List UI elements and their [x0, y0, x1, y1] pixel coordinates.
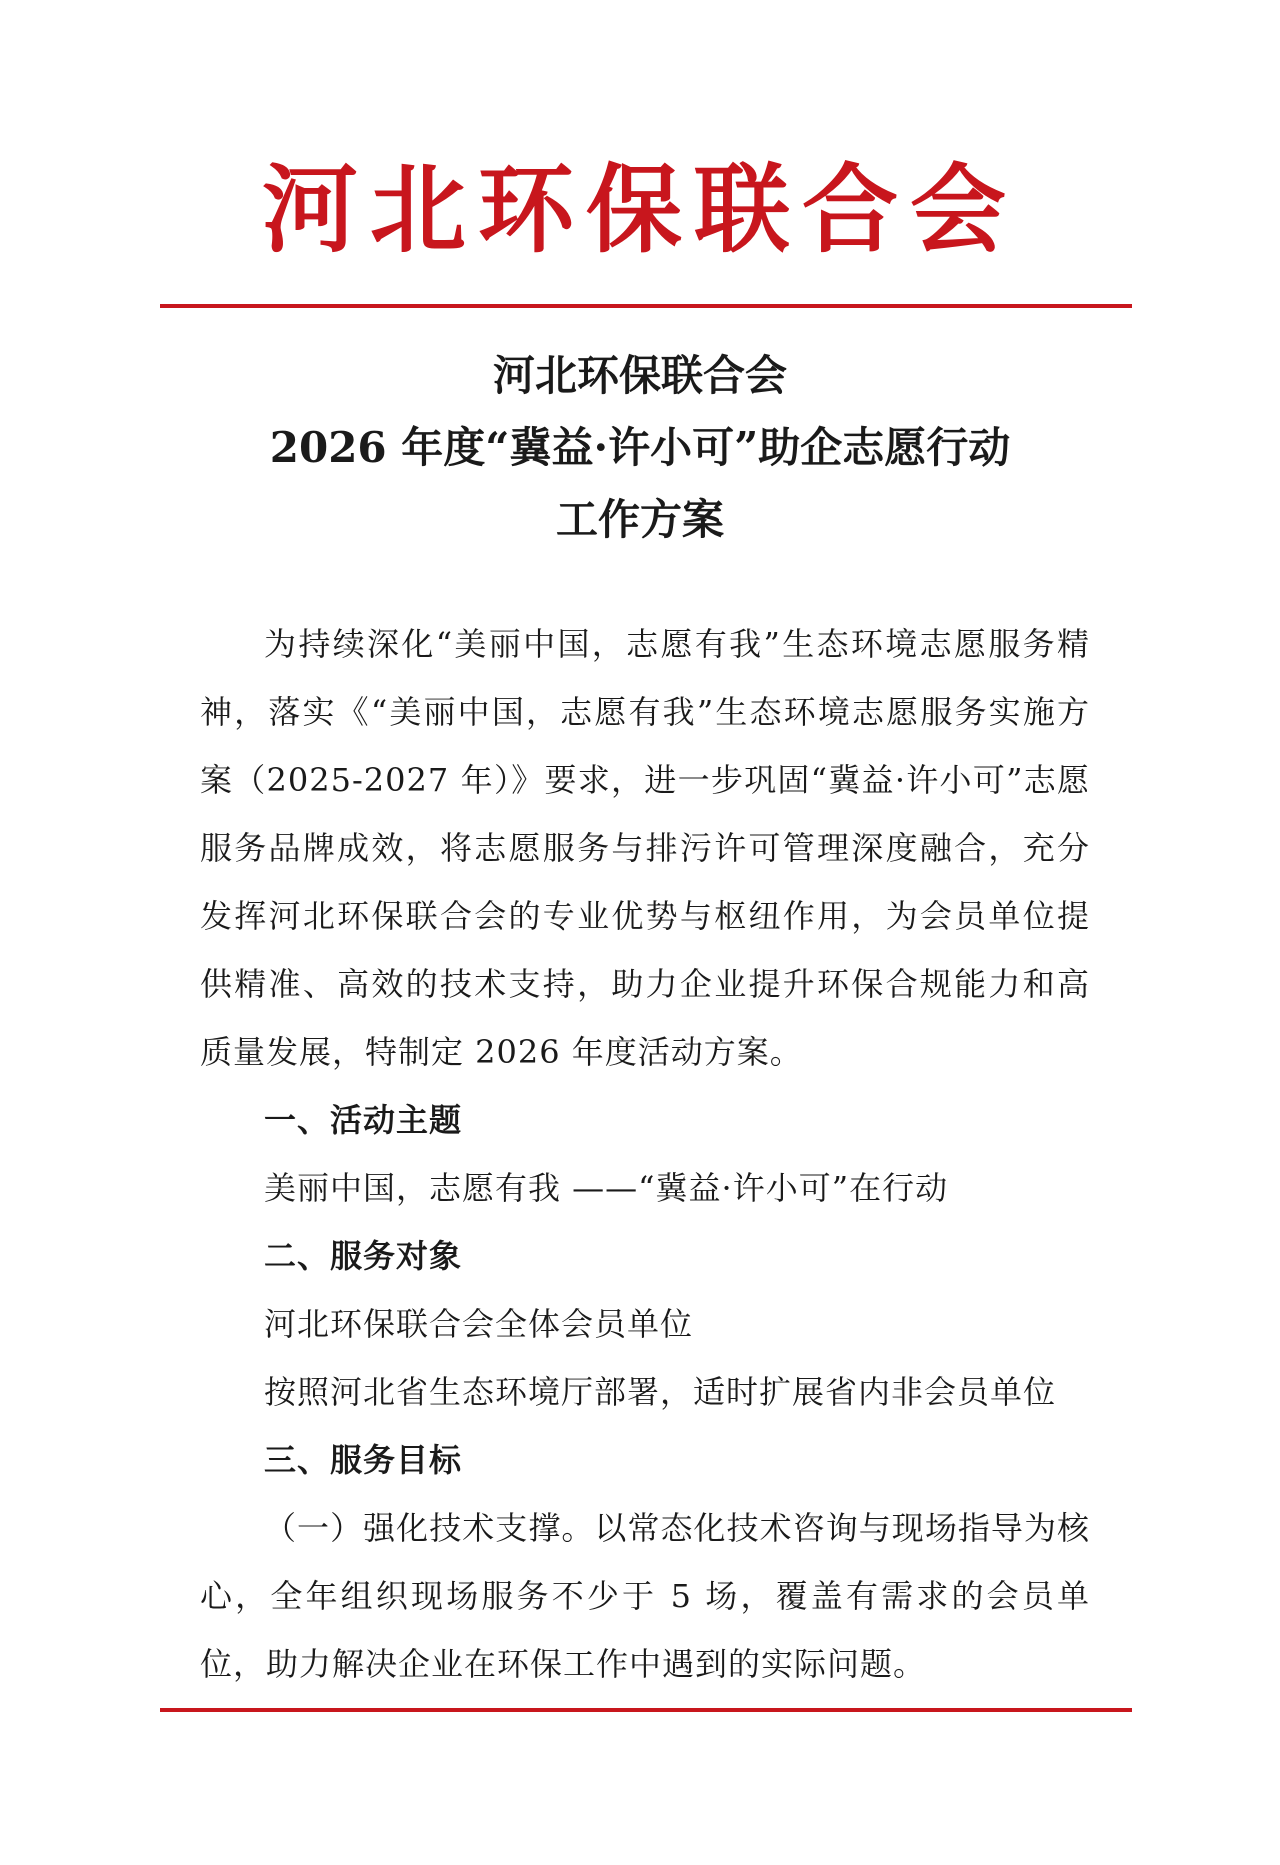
document-title [0, 340, 1280, 556]
target-line-members: 河北环保联合会全体会员单位 [264, 1305, 694, 1343]
document-body [200, 610, 1090, 1698]
masthead-red-rule [160, 304, 1132, 308]
footer-red-rule [160, 1708, 1132, 1712]
section-heading-goals: 三、服务目标 [264, 1441, 463, 1479]
section-heading-targets: 二、服务对象 [264, 1237, 463, 1275]
target-line-nonmembers: 按照河北省生态环境厅部署，适时扩展省内非会员单位 [264, 1373, 1057, 1411]
goal-paragraph-technical-support: （一）强化技术支撑。以常态化技术咨询与现场指导为核心，全年组织现场服务不少于 5 场，覆盖有需求的会员单位，助力解决企业在环保工作中遇到的实际问题。 [200, 1509, 1090, 1683]
title-line-organization: 河北环保联合会 [492, 351, 787, 400]
title-line-plan: 工作方案 [555, 495, 724, 544]
section-heading-theme: 一、活动主题 [264, 1101, 463, 1139]
masthead-title: 河北环保联合会 [262, 153, 1018, 266]
theme-line: 美丽中国，志愿有我 ——“冀益·许小可”在行动 [264, 1169, 949, 1207]
title-line-program: 2026 年度“冀益·许小可”助企志愿行动 [269, 423, 1011, 472]
intro-paragraph: 为持续深化“美丽中国，志愿有我”生态环境志愿服务精神，落实《“美丽中国，志愿有我”生态环境志愿服务实施方案（2025-2027 年）》要求，进一步巩固“冀益·许小可”志愿服务品牌成效，将志愿服务与排污许可管理深度融合，充分发挥河北环保联合会的专业优势与枢纽作用，为会员单位提供精准、高效的技术支持，助力企业提升环保合规能力和高质量发展，特制定 2026 年度活动方案。 [200, 625, 1090, 1071]
